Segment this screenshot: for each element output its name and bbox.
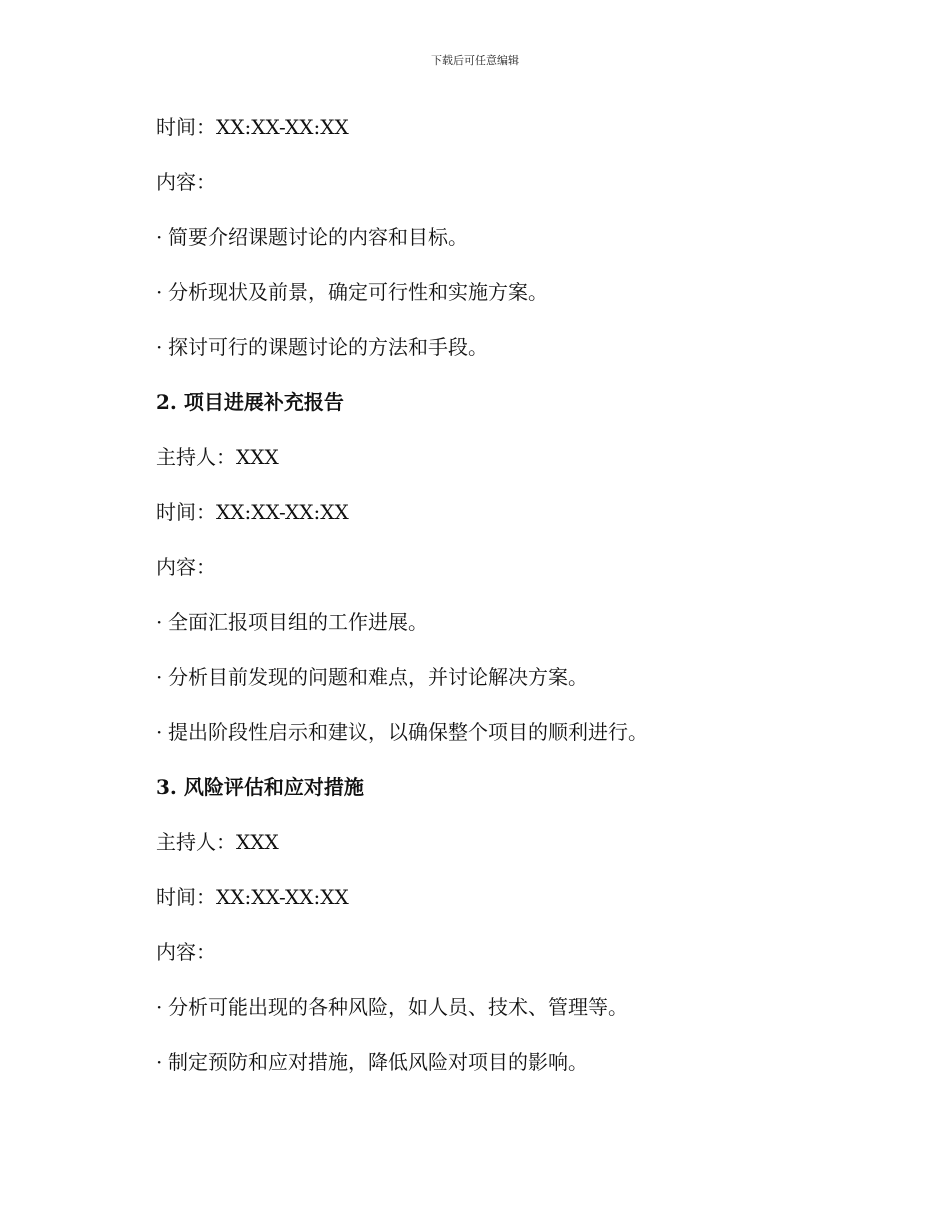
bullet-mark: · [156,610,163,634]
section1-content-label: 内容： [156,170,216,194]
bullet-text: 探讨可行的课题讨论的方法和手段。 [168,335,488,359]
section1-bullet-1 [156,220,796,275]
bullet-text: 简要介绍课题讨论的内容和目标。 [168,225,468,249]
bullet-text: 分析现状及前景，确定可行性和实施方案。 [168,280,548,304]
section2-content-label: 内容： [156,555,216,579]
section3-title: 3. 风险评估和应对措施 [156,775,364,799]
section2-host: 主持人：XXX [156,445,279,469]
bullet-mark: · [156,1050,163,1074]
bullet-mark: · [156,995,163,1019]
bullet-text: 提出阶段性启示和建议，以确保整个项目的顺利进行。 [168,720,648,744]
bullet-mark: · [156,720,163,744]
section2-time: 时间：XX:XX-XX:XX [156,500,349,524]
section1-bullet-3 [156,330,796,385]
section3-bullet-1 [156,990,796,1045]
section3-content-label: 内容： [156,940,216,964]
page-header: 下载后可任意编辑 [431,54,519,67]
bullet-mark: · [156,665,163,689]
section1-time: 时间：XX:XX-XX:XX [156,115,349,139]
bullet-text: 分析可能出现的各种风险，如人员、技术、管理等。 [168,995,628,1019]
section3-host: 主持人：XXX [156,830,279,854]
bullet-text: 全面汇报项目组的工作进展。 [168,610,428,634]
bullet-mark: · [156,280,163,304]
bullet-mark: · [156,335,163,359]
bullet-mark: · [156,225,163,249]
section2-bullet-3 [156,715,796,770]
document-body [156,110,796,1100]
section3-bullet-2 [156,1045,796,1100]
bullet-text: 分析目前发现的问题和难点，并讨论解决方案。 [168,665,588,689]
section3-time: 时间：XX:XX-XX:XX [156,885,349,909]
section1-bullet-2 [156,275,796,330]
section2-title: 2. 项目进展补充报告 [156,390,344,414]
bullet-text: 制定预防和应对措施，降低风险对项目的影响。 [168,1050,588,1074]
section2-bullet-1 [156,605,796,660]
section2-bullet-2 [156,660,796,715]
